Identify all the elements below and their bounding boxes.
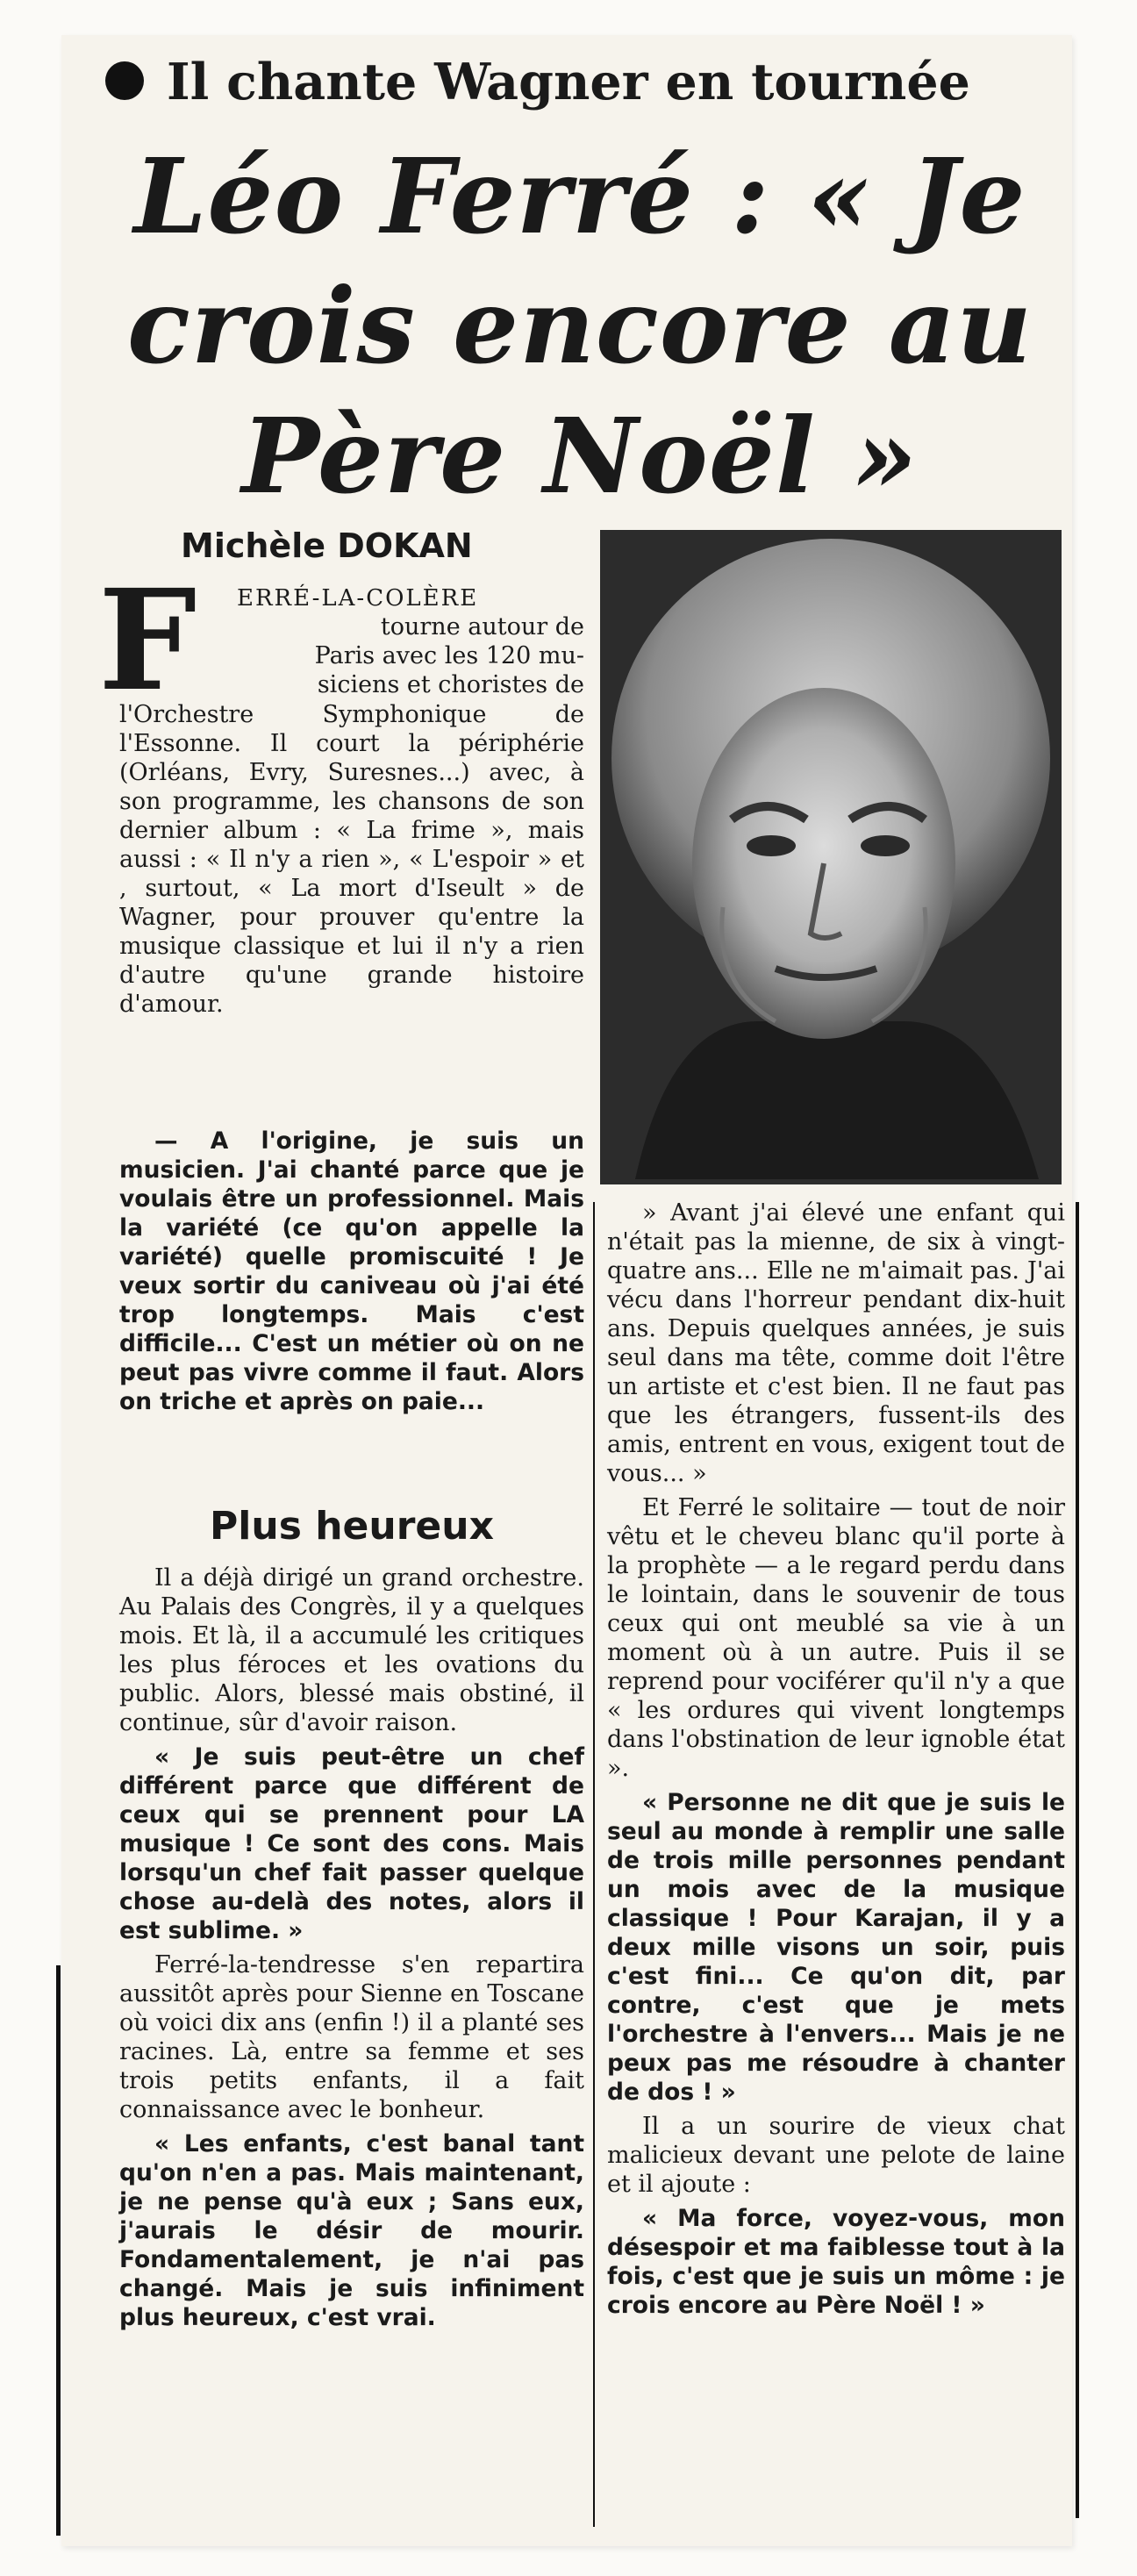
portrait-photo-icon <box>600 530 1062 1184</box>
paragraph-sourire: Il a un sourire de vieux chat malicieux devant une pelote de laine et il ajoute : <box>607 2113 1065 2198</box>
quote-pere-noel: « Ma force, voyez-vous, mon désespoir et ma faiblesse tout à la fois, c'est que je suis un môme : je crois encore au Père Noël ! » <box>607 2205 1065 2319</box>
subheading: Plus heureux <box>210 1504 494 1549</box>
column-rule-right <box>1076 1202 1079 2518</box>
paragraph-avant: » Avant j'ai élevé une enfant qui n'était pas la mienne, de six à vingt-quatre ans... Elle ne m'aimait pas. J'ai vécu dans l'horreur pendant dix-huit ans. Depuis quelques années, je suis seul dans ma tête, comme doit l'être un artiste et c'est bien. Il ne faut pas que les étrangers, fussent-ils des amis, entrent en vous, exigent tout de vous... » <box>607 1199 1065 1487</box>
lead-paragraph <box>119 700 584 1019</box>
dropcap: F <box>98 560 197 722</box>
quote-musician: — A l'origine, je suis un musicien. J'ai chanté parce que je voulais être un professionnel. Mais la variété (ce qu'on appelle la variété) quelle promiscuité ! Je veux sortir du caniveau où j'ai été trop longtemps. Mais c'est difficile... C'est un métier où on ne peut pas vivre comme il faut. Alors on triche et après on paie... <box>119 1127 584 1415</box>
quote-enfants: « Les enfants, c'est banal tant qu'on n'en a pas. Mais maintenant, je ne pense qu'à eux ; Sans eux, j'aurais le désir de mourir. Fondamentalement, je n'ai pas changé. Mais je suis infiniment plus heureux, c'est vrai. <box>119 2130 584 2331</box>
kicker <box>105 51 1053 114</box>
kicker-text: Il chante Wagner en tournée <box>167 53 970 111</box>
quote-karajan: « Personne ne dit que je suis le seul au monde à remplir une salle de trois mille personnes pendant un mois avec de la musique classique ! Pour Karajan, il y a deux mille visons un soir, puis c'est fini... Ce qu'on dit, par contre, c'est que je mets l'orchestre à l'envers... Mais je ne peux pas me résoudre à chanter de dos ! » <box>607 1789 1065 2106</box>
column-rule-middle <box>593 1202 595 2527</box>
paragraph-solitaire: Et Ferré le solitaire — tout de noir vêtu et le cheveu blanc qu'il porte à la prophète — a le regard perdu dans le lointain, dans le souvenir de tous ceux qui ont meublé sa vie à un moment où à un autre. Puis il se reprend pour vociférer qu'il n'y a que « les ordures qui vivent longtemps dans l'obstination de leur ignoble état ». <box>607 1494 1065 1782</box>
left-column-bottom <box>119 1563 584 2332</box>
quote-chef: « Je suis peut-être un chef différent parce que différent de ceux qui se prennent pour LA musique ! Ce sont des cons. Mais lorsqu'un chef fait passer quelque chose au-delà des notes, alors il est sublime. » <box>119 1743 584 1944</box>
column-rule-left <box>56 1965 61 2536</box>
bullet-icon <box>105 61 144 100</box>
lead-line-2: tourne autour de <box>380 613 584 640</box>
left-column-top <box>119 1127 584 1416</box>
paragraph-orchestra: Il a déjà dirigé un grand orchestre. Au Palais des Congrès, il y a quelques mois. Et là, il a accumulé les critiques les plus féroces et les ovations du public. Alors, blessé mais obstiné, il continue, sûr d'avoir raison. <box>119 1564 584 1736</box>
headline: Léo Ferré : « Je crois encore au Père Noël » <box>126 135 1033 517</box>
lead-line-4: siciens et choristes de <box>317 671 584 698</box>
byline: Michèle DOKAN <box>181 526 473 565</box>
lead-paragraph-text: l'Orchestre Symphonique de l'Essonne. Il court la périphérie (Orléans, Evry, Suresnes...) avec, à son programme, les chansons de son dernier album : « La frime », mais aussi : « Il n'y a rien », « L'espoir » et , surtout, « La mort d'Iseult » de Wagner, pour prouver qu'entre la musique classique et lui il n'y a rien d'autre qu'une grande histoire d'amour. <box>119 701 584 1018</box>
right-column <box>607 1199 1065 2320</box>
lead-line-3: Paris avec les 120 mu- <box>314 642 584 669</box>
portrait-photo <box>600 530 1062 1184</box>
paragraph-tendresse: Ferré-la-tendresse s'en repartira aussitôt après pour Sienne en Toscane où voici dix ans (enfin !) il a planté ses racines. Là, entre sa femme et ses trois petits enfants, il a fait connaissance avec le bonheur. <box>119 1951 584 2123</box>
lead-line-1: ERRÉ-LA-COLÈRE <box>237 585 479 612</box>
